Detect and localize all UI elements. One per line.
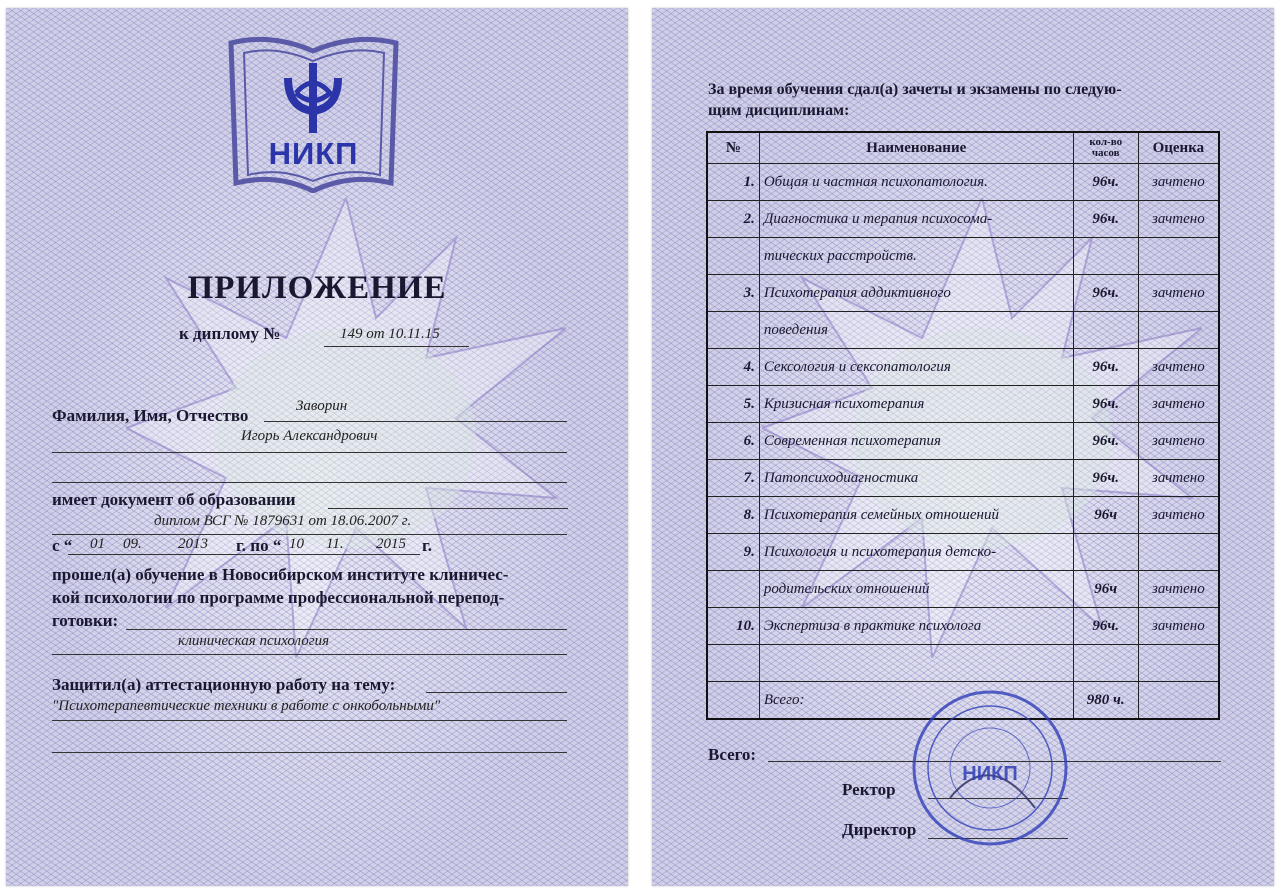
right-page <box>652 8 1274 886</box>
header-hours <box>1073 132 1138 164</box>
row-num: 2. <box>707 201 759 238</box>
underline <box>52 452 567 453</box>
table-row <box>707 386 1219 423</box>
row-name: Общая и частная психопатология. <box>759 164 1073 201</box>
fio-label: Фамилия, Имя, Отчество <box>52 406 249 425</box>
intro-line-1: За время обучения сдал(а) зачеты и экзамены по следую- <box>708 81 1122 98</box>
row-name: родительских отношений <box>759 571 1073 608</box>
row-name: Психология и психотерапия детско- <box>759 534 1073 571</box>
table-row <box>707 608 1219 645</box>
row-num: 10. <box>707 608 759 645</box>
row-name: Диагностика и терапия психосома- <box>759 201 1073 238</box>
underline <box>264 421 567 422</box>
underline <box>52 482 567 483</box>
table-row <box>707 497 1219 534</box>
row-num: 3. <box>707 275 759 312</box>
table-row <box>707 349 1219 386</box>
table-row <box>707 571 1219 608</box>
table-row <box>707 423 1219 460</box>
nikp-logo <box>226 33 401 193</box>
row-grade <box>1138 238 1219 275</box>
row-name: Патопсиходиагностика <box>759 460 1073 497</box>
row-name: поведения <box>759 312 1073 349</box>
row-hours: 96ч. <box>1073 608 1138 645</box>
row-num: 9. <box>707 534 759 571</box>
underline <box>324 346 469 347</box>
page-title: ПРИЛОЖЕНИЕ <box>187 270 447 306</box>
diploma-label: к диплому № <box>179 324 281 343</box>
row-hours: 96ч <box>1073 571 1138 608</box>
director-label: Директор <box>842 820 917 839</box>
name-patronymic: Игорь Александрович <box>241 428 378 444</box>
education-label: имеет документ об образовании <box>52 490 296 509</box>
table-row <box>707 534 1219 571</box>
row-hours <box>1073 238 1138 275</box>
row-name: Всего: <box>759 682 1073 720</box>
row-num: 1. <box>707 164 759 201</box>
period-from-day: 01 <box>90 536 105 552</box>
row-num <box>707 645 759 682</box>
row-hours <box>1073 645 1138 682</box>
header-hours-line2: часов <box>1091 147 1120 159</box>
row-grade <box>1138 312 1219 349</box>
diploma-value: 149 от 10.11.15 <box>340 326 440 342</box>
row-name: Экспертиза в практике психолога <box>759 608 1073 645</box>
row-name: Психотерапия аддиктивного <box>759 275 1073 312</box>
underline <box>328 508 568 509</box>
study-line-3: готовки: <box>52 611 119 630</box>
logo-text: НИКП <box>268 136 359 171</box>
row-name <box>759 645 1073 682</box>
education-value: диплом ВСГ № 1879631 от 18.06.2007 г. <box>154 513 412 529</box>
underline <box>52 654 567 655</box>
row-grade: зачтено <box>1138 460 1219 497</box>
total-label: Всего: <box>708 745 757 764</box>
row-hours: 96ч. <box>1073 201 1138 238</box>
stamp-text: НИКП <box>962 763 1018 785</box>
row-grade <box>1138 682 1219 720</box>
row-name: Сексология и сексопатология <box>759 349 1073 386</box>
period-to-day: 10 <box>289 536 304 552</box>
row-hours: 96ч. <box>1073 386 1138 423</box>
underline <box>426 692 567 693</box>
study-line-2: кой психологии по программе профессиональной перепод- <box>52 588 505 607</box>
row-hours: 96ч. <box>1073 275 1138 312</box>
header-hours-line1: кол-во <box>1089 136 1123 148</box>
row-num: 5. <box>707 386 759 423</box>
left-page <box>6 8 628 886</box>
row-name: тических расстройств. <box>759 238 1073 275</box>
table-header-row <box>707 132 1219 164</box>
row-grade: зачтено <box>1138 386 1219 423</box>
period-to-month: 11. <box>326 536 344 552</box>
study-line-1: прошел(а) обучение в Новосибирском институте клиничес- <box>52 565 509 584</box>
underline <box>52 534 567 535</box>
table-row <box>707 275 1219 312</box>
row-num: 8. <box>707 497 759 534</box>
row-name: Кризисная психотерапия <box>759 386 1073 423</box>
program: клиническая психология <box>178 633 330 649</box>
row-num: 6. <box>707 423 759 460</box>
round-stamp <box>910 688 1070 848</box>
underline <box>68 554 420 555</box>
row-grade: зачтено <box>1138 275 1219 312</box>
row-grade <box>1138 645 1219 682</box>
row-name: Современная психотерапия <box>759 423 1073 460</box>
header-name: Наименование <box>759 132 1073 164</box>
table-row <box>707 238 1219 275</box>
row-grade: зачтено <box>1138 201 1219 238</box>
row-hours <box>1073 534 1138 571</box>
row-hours <box>1073 312 1138 349</box>
row-hours: 96ч. <box>1073 423 1138 460</box>
row-hours: 96ч. <box>1073 460 1138 497</box>
grades-body <box>707 164 1219 720</box>
thesis-label: Защитил(а) аттестационную работу на тему: <box>52 675 396 694</box>
row-grade: зачтено <box>1138 608 1219 645</box>
row-grade: зачтено <box>1138 423 1219 460</box>
table-row <box>707 201 1219 238</box>
row-num <box>707 238 759 275</box>
period-to-year: 2015 <box>376 536 406 552</box>
thesis-value: "Психотерапевтические техники в работе с онкобольными" <box>52 698 441 714</box>
row-grade: зачтено <box>1138 164 1219 201</box>
row-hours: 96ч <box>1073 497 1138 534</box>
table-row <box>707 164 1219 201</box>
row-grade: зачтено <box>1138 497 1219 534</box>
underline <box>52 752 567 753</box>
rector-label: Ректор <box>842 780 896 799</box>
period-from-year: 2013 <box>178 536 208 552</box>
period-from-prefix: с “ <box>52 536 73 555</box>
row-num <box>707 571 759 608</box>
table-row <box>707 460 1219 497</box>
row-num: 4. <box>707 349 759 386</box>
table-row <box>707 645 1219 682</box>
row-grade: зачтено <box>1138 349 1219 386</box>
underline <box>52 720 567 721</box>
row-name: Психотерапия семейных отношений <box>759 497 1073 534</box>
surname: Заворин <box>296 398 348 414</box>
stamp-icon <box>910 688 1070 848</box>
header-grade: Оценка <box>1138 132 1219 164</box>
row-grade <box>1138 534 1219 571</box>
table-row <box>707 312 1219 349</box>
row-hours: 96ч. <box>1073 349 1138 386</box>
row-hours: 96ч. <box>1073 164 1138 201</box>
row-grade: зачтено <box>1138 571 1219 608</box>
grades-table <box>706 131 1220 720</box>
period-suffix: г. <box>422 536 433 555</box>
row-num <box>707 682 759 720</box>
row-num <box>707 312 759 349</box>
row-num: 7. <box>707 460 759 497</box>
period-from-month: 09. <box>123 536 142 552</box>
period-to-prefix: г. по “ <box>236 536 282 555</box>
header-num: № <box>707 132 759 164</box>
intro-line-2: щим дисциплинам: <box>708 102 850 119</box>
row-hours: 980 ч. <box>1073 682 1138 720</box>
underline <box>126 629 567 630</box>
